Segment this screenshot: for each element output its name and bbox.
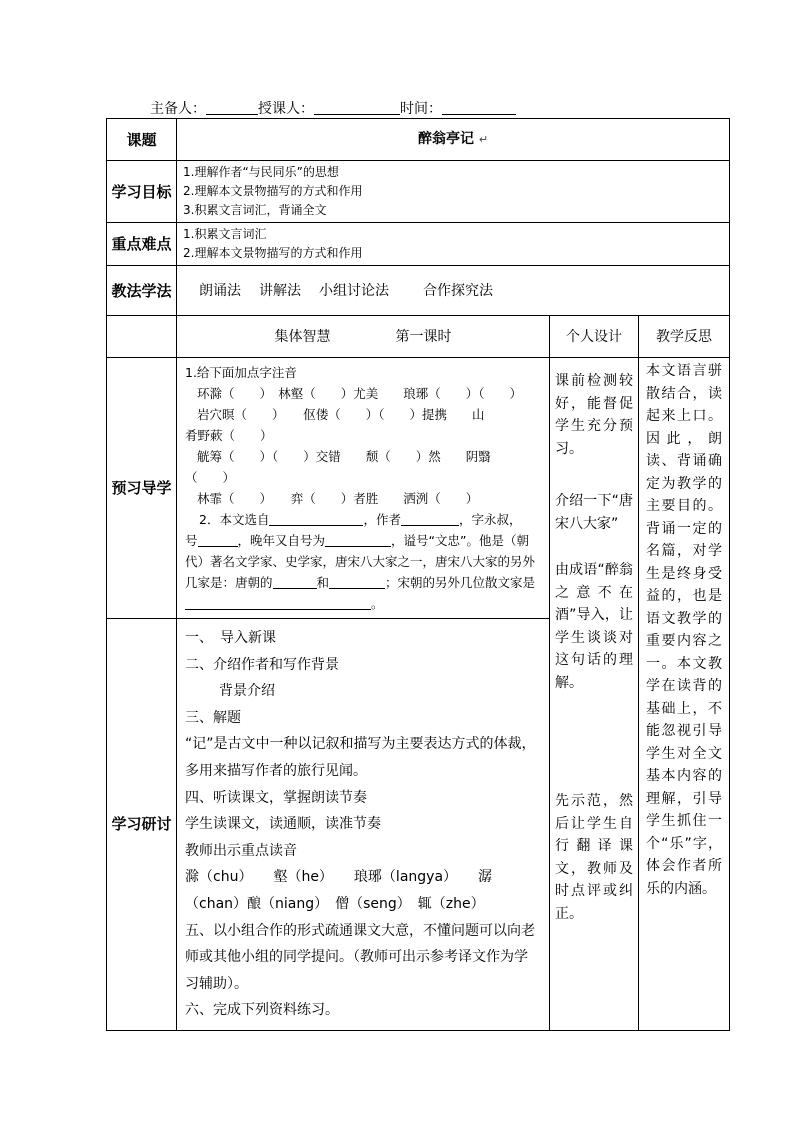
topic-cell <box>177 119 730 161</box>
teacher-label: 授课人： <box>258 101 314 117</box>
preview-line: 环滁（ ） 林壑（ ）尤美 琅琊（ ）（ ） <box>197 386 523 401</box>
keypoints-label: 重点难点 <box>107 223 177 266</box>
goal-item: 2.理解本文景物描写的方式和作用 <box>183 184 363 198</box>
study-line: 六、完成下列资料练习。 <box>185 1002 339 1019</box>
study-line: 一、 导入新课 <box>185 630 276 646</box>
reflection-label: 教学反思 <box>639 316 730 358</box>
design-note: 介绍一下“唐宋八大家” <box>555 493 633 532</box>
personal-design-label: 个人设计 <box>550 316 639 358</box>
preview-row <box>107 358 730 619</box>
reflection-cell <box>639 358 730 1031</box>
study-line: 背景介绍 <box>219 683 275 700</box>
preview-line: 觥筹（ ）（ ）交错 颓（ ）然 阴翳 <box>197 449 491 464</box>
topic-value: 醉翁亭记 <box>417 131 474 147</box>
study-cell <box>177 619 550 1031</box>
study-line: “记”是古文中一种以记叙和描写为主要表达方式的体裁，多用来描写作者的旅行见闻。 <box>185 736 536 779</box>
study-line: 五、以小组合作的形式疏通课文大意，不懂问题可以向老师或其他小组的同学提问。（教师可出示参考译文作为学习辅助）。 <box>185 922 535 992</box>
preview-line: 林霏（ ） 弈（ ）者胜 洒洌（ ） <box>197 491 479 506</box>
reflection-text: 本文语言骈散结合，读起来上口。因此，朗读、背诵确定为教学的主要目的。背诵一定的名篇，对学生是终身受益的，也是语文教学的重要内容之一。本文教学在读背的基础上，不能忽视引导学生对全文基本内容的理解，引导学生抓住一个“乐”字，体会作者所乐的内涵。 <box>646 363 723 897</box>
section-title-cell <box>177 316 550 358</box>
return-mark: ↵ <box>478 133 489 146</box>
preview-cell <box>177 358 550 619</box>
keypoint-item: 2.理解本文景物描写的方式和作用 <box>183 246 363 260</box>
goal-item: 3.积累文言词汇，背诵全文 <box>183 203 327 217</box>
answer-blank[interactable] <box>329 574 385 589</box>
answer-blank[interactable] <box>401 511 459 526</box>
answer-blank[interactable] <box>185 595 371 610</box>
goals-row <box>107 161 730 223</box>
keypoints-cell <box>177 223 730 266</box>
preview-line: 肴野蔌（ ） <box>185 428 273 443</box>
methods-cell <box>177 266 730 316</box>
preview-label: 预习导学 <box>107 358 177 619</box>
lesson-number: 第一课时 <box>395 328 452 345</box>
section-title: 集体智慧 <box>274 328 331 345</box>
design-note: 课前检测较好，能督促学生充分预习。 <box>555 373 633 457</box>
design-note: 先示范，然后让学生自行翻译课文，教师及时点评或纠正。 <box>555 793 633 922</box>
design-notes-cell <box>550 358 639 1031</box>
design-note: 由成语“醉翁之意不在酒”导入，让学生谈谈对这句话的理解。 <box>555 562 633 691</box>
methods-label: 教法学法 <box>107 266 177 316</box>
answer-blank[interactable] <box>273 574 317 589</box>
time-label: 时间： <box>400 101 442 117</box>
teacher-blank[interactable] <box>314 100 400 115</box>
preview-question-2-cont: 号 ，晚年又自号为 ，谥号“文忠”。他是（朝代）著名文学家、史学家，唐宋八大家之一，唐宋八大家的另外几家是：唐朝的 和 ；宋朝的另外几位散文家是。 <box>185 533 536 611</box>
time-blank[interactable] <box>442 100 516 115</box>
study-line: 三、解题 <box>185 709 241 726</box>
goals-cell <box>177 161 730 223</box>
methods-row <box>107 266 730 316</box>
study-line: 教师出示重点读音 <box>185 842 297 859</box>
method-item: 合作探究法 <box>423 282 493 299</box>
keypoints-row <box>107 223 730 266</box>
section-header-row <box>107 316 730 358</box>
study-line: 滁（chu） 壑（he） 琅琊（langya） 潺（chan）酿（niang） 僧（seng） 辄（zhe） <box>185 869 493 912</box>
goal-item: 1.理解作者“与民同乐”的思想 <box>183 165 339 179</box>
preview-line: （ ） <box>185 470 236 485</box>
lesson-plan-table <box>106 118 730 1031</box>
study-label: 学习研讨 <box>107 619 177 1031</box>
goals-label: 学习目标 <box>107 161 177 223</box>
header-line <box>150 98 516 118</box>
empty-cell <box>107 316 177 358</box>
preview-question-2: 2．本文选自 ，作者 ，字永叔， <box>199 512 522 527</box>
keypoint-item: 1.积累文言词汇 <box>183 227 267 241</box>
preparer-label: 主备人： <box>150 101 206 117</box>
preview-line: 岩穴暝（ ） 伛偻（ ）（ ）提携 山 <box>197 407 485 422</box>
preparer-blank[interactable] <box>206 100 258 115</box>
answer-blank[interactable] <box>325 532 391 547</box>
method-item: 讲解法 <box>259 282 301 299</box>
method-item: 朗诵法 <box>199 282 241 299</box>
study-line: 四、听读课文，掌握朗读节奏 <box>185 789 367 806</box>
study-line: 二、介绍作者和写作背景 <box>185 656 339 673</box>
topic-row <box>107 119 730 161</box>
preview-line: 1.给下面加点字注音 <box>185 365 297 380</box>
answer-blank[interactable] <box>198 532 238 547</box>
topic-label: 课题 <box>107 119 177 161</box>
method-item: 小组讨论法 <box>319 282 389 299</box>
answer-blank[interactable] <box>269 511 363 526</box>
study-line: 学生读课文，读通顺，读准节奏 <box>185 816 381 833</box>
